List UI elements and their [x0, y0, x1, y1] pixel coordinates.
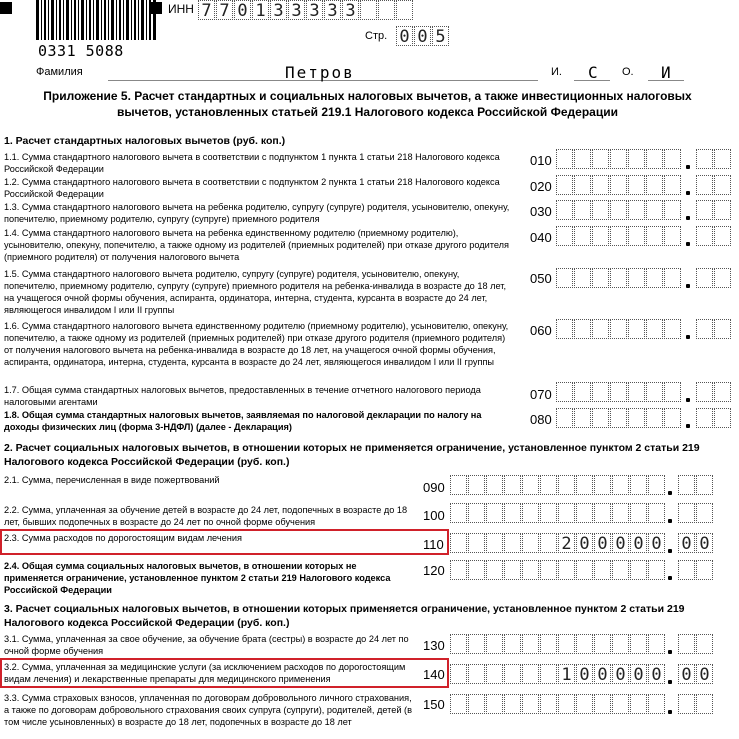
kop-cell[interactable]: 0 [696, 533, 713, 553]
inn-cell[interactable] [360, 0, 377, 20]
ruble-cell[interactable] [574, 408, 591, 428]
ruble-cell[interactable] [646, 149, 663, 169]
ruble-cell[interactable] [630, 694, 647, 714]
ruble-cell[interactable] [612, 560, 629, 580]
ruble-cell[interactable] [504, 664, 521, 684]
decimal-point [686, 242, 690, 246]
ruble-cell[interactable] [522, 560, 539, 580]
inn-cell[interactable]: 1 [252, 0, 269, 20]
ruble-cell[interactable] [556, 268, 573, 288]
ruble-cell[interactable] [574, 319, 591, 339]
ruble-cell[interactable] [504, 694, 521, 714]
ruble-cell[interactable]: 0 [594, 664, 611, 684]
ruble-cell[interactable] [486, 560, 503, 580]
code-120: 120 [423, 563, 445, 578]
inn-cell[interactable]: 3 [288, 0, 305, 20]
ruble-cell[interactable] [468, 634, 485, 654]
ruble-cell[interactable] [504, 475, 521, 495]
ruble-cell[interactable] [648, 475, 665, 495]
ruble-cell[interactable] [556, 149, 573, 169]
kop-cell[interactable]: 0 [678, 533, 695, 553]
ruble-cell[interactable] [558, 503, 575, 523]
decimal-point [668, 491, 672, 495]
ruble-cell[interactable]: 0 [576, 533, 593, 553]
ruble-cell[interactable] [610, 175, 627, 195]
ruble-cell[interactable]: 2 [558, 533, 575, 553]
ruble-cell[interactable] [594, 694, 611, 714]
initial-o-label: О. [622, 66, 634, 78]
kop-cell[interactable] [696, 200, 713, 220]
ruble-cell[interactable]: 0 [648, 533, 665, 553]
item-2-4: 2.4. Общая сумма социальных налоговых вычетов, в отношении которых не применяется ограничение, установленное пунктом 2 статьи 219 Налогового кодекса Российской Федерации [4, 561, 391, 595]
ruble-cell[interactable] [628, 200, 645, 220]
form-title: Приложение 5. Расчет стандартных и социальных налоговых вычетов, а также инвестиционных налоговых вычетов, установленных статьей 219.1 Налогового кодекса Российской Федерации [43, 89, 692, 119]
code-060: 060 [530, 323, 552, 338]
ruble-cell[interactable] [592, 382, 609, 402]
initial-i-label: И. [551, 66, 562, 78]
kop-cell[interactable] [714, 319, 731, 339]
kop-cell[interactable] [678, 560, 695, 580]
ruble-cell[interactable] [648, 503, 665, 523]
code-020: 020 [530, 179, 552, 194]
code-080: 080 [530, 412, 552, 427]
ruble-cell[interactable] [556, 226, 573, 246]
ruble-cell[interactable] [450, 560, 467, 580]
code-030: 030 [530, 204, 552, 219]
ruble-cell[interactable] [646, 268, 663, 288]
ruble-cell[interactable] [576, 634, 593, 654]
ruble-cell[interactable] [504, 503, 521, 523]
item-1-3: 1.3. Сумма стандартного налогового вычета на ребенка родителю, супругу (супруге) родителя, усыновителю, опекуну, попечителю, приемному родителю, супругу (супруге) приемного родителя [4, 202, 510, 224]
ruble-cell[interactable] [576, 503, 593, 523]
barcode-number: 0331 5088 [38, 42, 124, 60]
ruble-cell[interactable] [664, 319, 681, 339]
code-130: 130 [423, 638, 445, 653]
ruble-cell[interactable] [450, 475, 467, 495]
ruble-cell[interactable] [576, 560, 593, 580]
kop-cell[interactable] [714, 268, 731, 288]
ruble-cell[interactable] [592, 226, 609, 246]
code-140: 140 [423, 667, 445, 682]
ruble-cell[interactable] [450, 664, 467, 684]
item-2-1: 2.1. Сумма, перечисленная в виде пожертвований [4, 475, 220, 485]
decimal-point [668, 576, 672, 580]
ruble-cell[interactable] [468, 503, 485, 523]
kop-cell[interactable] [696, 503, 713, 523]
ruble-cell[interactable] [574, 149, 591, 169]
kop-cell[interactable] [696, 694, 713, 714]
item-1-1: 1.1. Сумма стандартного налогового вычета в соответствии с подпунктом 1 пункта 1 статьи 218 Налогового кодекса Российской Федерации [4, 152, 500, 174]
ruble-cell[interactable] [556, 175, 573, 195]
decimal-point [686, 216, 690, 220]
kop-cell[interactable] [678, 503, 695, 523]
ruble-cell[interactable] [646, 382, 663, 402]
barcode [36, 0, 156, 40]
decimal-point [668, 650, 672, 654]
kop-cell[interactable] [678, 694, 695, 714]
ruble-cell[interactable] [450, 503, 467, 523]
ruble-cell[interactable] [610, 226, 627, 246]
ruble-cell[interactable] [592, 175, 609, 195]
kop-cell[interactable] [678, 475, 695, 495]
ruble-cell[interactable] [486, 664, 503, 684]
ruble-cell[interactable] [540, 533, 557, 553]
section3-heading: 3. Расчет социальных налоговых вычетов, в отношении которых применяется ограничение, установленное пунктом 2 статьи 219 Налогового кодекса Российской Федерации (руб. коп.) [4, 603, 685, 629]
ruble-cell[interactable] [664, 408, 681, 428]
ruble-cell[interactable]: 0 [594, 533, 611, 553]
ruble-cell[interactable]: 0 [630, 664, 647, 684]
item-3-2: 3.2. Сумма, уплаченная за медицинские услуги (за исключением расходов по дорогостоящим видам лечения) и лекарственные препараты для медицинского применения [4, 662, 406, 684]
ruble-cell[interactable] [468, 475, 485, 495]
decimal-point [686, 335, 690, 339]
item-1-5: 1.5. Сумма стандартного налогового вычета родителю, супругу (супруге) родителя, усыновителю, опекуну, попечителю, приемному родителю, супругу (супруге) приемного родителя на ребенка-инвалида в возрасте до 18 лет, на учащегося очной формы обучения, аспиранта, ординатора, интерна, студента, курсанта в возрасте до 24 лет, являющегося инвалидом I или II группы [4, 269, 507, 315]
decimal-point [668, 549, 672, 553]
initial-i-value[interactable]: С [588, 63, 598, 82]
ruble-cell[interactable] [468, 560, 485, 580]
ruble-cell[interactable] [610, 268, 627, 288]
kop-cell[interactable]: 0 [696, 664, 713, 684]
ruble-cell[interactable] [504, 533, 521, 553]
item-3-1: 3.1. Сумма, уплаченная за свое обучение, за обучение брата (сестры) в возрасте до 24 лет по очной форме обучения [4, 634, 409, 656]
kop-cell[interactable] [696, 319, 713, 339]
ruble-cell[interactable]: 1 [558, 664, 575, 684]
section2-heading: 2. Расчет социальных налоговых вычетов, в отношении которых не применяется ограничение, установленное пунктом 2 статьи 219 Налогового кодекса Российской Федерации (руб. коп.) [4, 442, 700, 468]
decimal-point [686, 284, 690, 288]
ruble-cell[interactable]: 0 [612, 533, 629, 553]
ruble-cell[interactable] [610, 408, 627, 428]
ruble-cell[interactable] [646, 226, 663, 246]
code-100: 100 [423, 508, 445, 523]
ruble-cell[interactable] [556, 319, 573, 339]
ruble-cell[interactable] [646, 175, 663, 195]
ruble-cell[interactable] [594, 634, 611, 654]
ruble-cell[interactable]: 0 [612, 664, 629, 684]
ruble-cell[interactable] [486, 503, 503, 523]
inn-cell[interactable]: 7 [216, 0, 233, 20]
ruble-cell[interactable] [556, 200, 573, 220]
inn-cell[interactable]: 0 [234, 0, 251, 20]
kop-cell[interactable] [714, 175, 731, 195]
ruble-cell[interactable] [504, 634, 521, 654]
ruble-cell[interactable] [558, 694, 575, 714]
code-110: 110 [423, 537, 444, 552]
kop-cell[interactable] [696, 226, 713, 246]
item-3-3: 3.3. Сумма страховых взносов, уплаченная по договорам добровольного личного страхования, а также по договорам добровольного страхования своих супруга (супруги), родителей, детей (в том числе усыновленных) в возрасте до 18 лет, подопечных в возрасте до 18 лет [4, 693, 413, 727]
code-090: 090 [423, 480, 445, 495]
ruble-cell[interactable] [630, 475, 647, 495]
ruble-cell[interactable] [522, 533, 539, 553]
highlight-row-110 [0, 529, 449, 555]
code-050: 050 [530, 271, 552, 286]
section1-heading: 1. Расчет стандартных налоговых вычетов (руб. коп.) [4, 135, 286, 147]
ruble-cell[interactable] [522, 694, 539, 714]
ruble-cell[interactable] [664, 382, 681, 402]
item-1-8: 1.8. Общая сумма стандартных налоговых вычетов, заявляемая по налоговой декларации по налогу на доходы физических лиц (форма 3-НДФЛ) (далее - Декларация) [4, 410, 482, 432]
code-070: 070 [530, 387, 552, 402]
ruble-cell[interactable] [486, 533, 503, 553]
ruble-cell[interactable] [648, 634, 665, 654]
ruble-cell[interactable] [664, 268, 681, 288]
ruble-cell[interactable] [450, 533, 467, 553]
page-cell[interactable]: 5 [432, 26, 449, 46]
inn-label: ИНН [168, 2, 194, 16]
decimal-point [686, 424, 690, 428]
ruble-cell[interactable] [612, 503, 629, 523]
ruble-cell[interactable] [574, 382, 591, 402]
ruble-cell[interactable] [540, 475, 557, 495]
item-2-3: 2.3. Сумма расходов по дорогостоящим видам лечения [4, 532, 414, 544]
ruble-cell[interactable] [628, 382, 645, 402]
kop-cell[interactable] [696, 149, 713, 169]
ruble-cell[interactable] [646, 319, 663, 339]
ruble-cell[interactable] [594, 560, 611, 580]
kop-cell[interactable] [696, 634, 713, 654]
surname-label: Фамилия [36, 66, 83, 78]
inn-cell[interactable] [378, 0, 395, 20]
ruble-cell[interactable] [576, 475, 593, 495]
ruble-cell[interactable] [558, 475, 575, 495]
ruble-cell[interactable] [522, 664, 539, 684]
ruble-cell[interactable] [574, 268, 591, 288]
ruble-cell[interactable] [540, 694, 557, 714]
ruble-cell[interactable] [576, 694, 593, 714]
ruble-cell[interactable] [648, 560, 665, 580]
ruble-cell[interactable] [556, 408, 573, 428]
ruble-cell[interactable] [646, 200, 663, 220]
ruble-cell[interactable] [594, 503, 611, 523]
ruble-cell[interactable] [486, 634, 503, 654]
kop-cell[interactable] [714, 226, 731, 246]
kop-cell[interactable] [696, 382, 713, 402]
kop-cell[interactable] [696, 408, 713, 428]
kop-cell[interactable] [714, 408, 731, 428]
ruble-cell[interactable]: 0 [576, 664, 593, 684]
ruble-cell[interactable] [648, 694, 665, 714]
initial-o-value[interactable]: И [661, 63, 671, 82]
page-label: Стр. [365, 30, 388, 42]
decimal-point [668, 680, 672, 684]
corner-marker [0, 2, 12, 14]
ruble-cell[interactable]: 0 [648, 664, 665, 684]
ruble-cell[interactable] [630, 560, 647, 580]
ruble-cell[interactable] [540, 560, 557, 580]
ruble-cell[interactable] [450, 694, 467, 714]
kop-cell[interactable]: 0 [678, 664, 695, 684]
item-1-4: 1.4. Сумма стандартного налогового вычета на ребенка единственному родителю (приемному родителю), усыновителю, опекуну, попечителю, а также одному из родителей (приемных родителей) при отказе другого родителя (приемного родителя) от получения налогового вычета [4, 228, 509, 262]
ruble-cell[interactable] [558, 560, 575, 580]
code-010: 010 [530, 153, 552, 168]
page-cell[interactable]: 0 [396, 26, 413, 46]
ruble-cell[interactable] [594, 475, 611, 495]
item-1-2: 1.2. Сумма стандартного налогового вычета в соответствии с подпунктом 2 пункта 1 статьи 218 Налогового кодекса Российской Федерации [4, 177, 500, 199]
ruble-cell[interactable] [664, 200, 681, 220]
ruble-cell[interactable] [610, 200, 627, 220]
ruble-cell[interactable] [522, 634, 539, 654]
kop-cell[interactable] [696, 475, 713, 495]
ruble-cell[interactable] [628, 149, 645, 169]
ruble-cell[interactable] [592, 319, 609, 339]
highlight-row-140 [0, 658, 449, 688]
kop-cell[interactable] [696, 175, 713, 195]
ruble-cell[interactable] [486, 694, 503, 714]
decimal-point [668, 519, 672, 523]
ruble-cell[interactable] [556, 382, 573, 402]
ruble-cell[interactable]: 0 [630, 533, 647, 553]
ruble-cell[interactable] [592, 149, 609, 169]
inn-cell[interactable]: 3 [306, 0, 323, 20]
inn-cell[interactable]: 3 [342, 0, 359, 20]
item-1-6: 1.6. Сумма стандартного налогового вычета единственному родителю (приемному родителю), усыновителю, опекуну, попечителю, а также одному из родителей (приемных родителей) при отказе другого родителя (приемного родителя) от получения налогового вычета на ребенка-инвалида в возрасте до 18 лет, на учащегося очной формы обучения, аспиранта, ординатора, интерна, студента, курсанта в возрасте до 24 лет, являющегося инвалидом I или II группы [4, 321, 509, 367]
kop-cell[interactable] [714, 382, 731, 402]
ruble-cell[interactable] [574, 226, 591, 246]
decimal-point [686, 398, 690, 402]
kop-cell[interactable] [696, 268, 713, 288]
ruble-cell[interactable] [628, 226, 645, 246]
kop-cell[interactable] [714, 200, 731, 220]
ruble-cell[interactable] [610, 319, 627, 339]
inn-cell[interactable]: 3 [270, 0, 287, 20]
ruble-cell[interactable] [628, 319, 645, 339]
inn-cell[interactable]: 7 [198, 0, 215, 20]
ruble-cell[interactable] [664, 149, 681, 169]
ruble-cell[interactable] [540, 634, 557, 654]
ruble-cell[interactable] [664, 175, 681, 195]
kop-cell[interactable] [696, 560, 713, 580]
item-1-7: 1.7. Общая сумма стандартных налоговых вычетов, предоставленных в течение отчетного налогового периода налоговыми агентами [4, 385, 481, 407]
ruble-cell[interactable] [522, 475, 539, 495]
inn-cell[interactable]: 3 [324, 0, 341, 20]
item-2-2: 2.2. Сумма, уплаченная за обучение детей в возрасте до 24 лет, подопечных в возрасте до 18 лет, бывших подопечных в возрасте до 24 лет по очной форме обучения [4, 505, 408, 527]
ruble-cell[interactable] [612, 694, 629, 714]
ruble-cell[interactable] [610, 382, 627, 402]
ruble-cell[interactable] [574, 200, 591, 220]
ruble-cell[interactable] [540, 503, 557, 523]
inn-cell[interactable] [396, 0, 413, 20]
ruble-cell[interactable] [522, 503, 539, 523]
ruble-cell[interactable] [610, 149, 627, 169]
ruble-cell[interactable] [628, 175, 645, 195]
kop-cell[interactable] [678, 634, 695, 654]
page-cell[interactable]: 0 [414, 26, 431, 46]
code-150: 150 [423, 697, 445, 712]
ruble-cell[interactable] [468, 664, 485, 684]
decimal-point [668, 710, 672, 714]
ruble-cell[interactable] [468, 694, 485, 714]
kop-cell[interactable] [714, 149, 731, 169]
ruble-cell[interactable] [504, 560, 521, 580]
ruble-cell[interactable] [558, 634, 575, 654]
ruble-cell[interactable] [612, 634, 629, 654]
code-040: 040 [530, 230, 552, 245]
surname-value[interactable]: Петров [285, 63, 355, 82]
ruble-cell[interactable] [628, 408, 645, 428]
ruble-cell[interactable] [540, 664, 557, 684]
ruble-cell[interactable] [612, 475, 629, 495]
ruble-cell[interactable] [664, 226, 681, 246]
ruble-cell[interactable] [486, 475, 503, 495]
ruble-cell[interactable] [628, 268, 645, 288]
ruble-cell[interactable] [450, 634, 467, 654]
ruble-cell[interactable] [592, 200, 609, 220]
ruble-cell[interactable] [630, 503, 647, 523]
ruble-cell[interactable] [646, 408, 663, 428]
ruble-cell[interactable] [592, 268, 609, 288]
ruble-cell[interactable] [630, 634, 647, 654]
ruble-cell[interactable] [592, 408, 609, 428]
decimal-point [686, 165, 690, 169]
decimal-point [686, 191, 690, 195]
ruble-cell[interactable] [468, 533, 485, 553]
ruble-cell[interactable] [574, 175, 591, 195]
